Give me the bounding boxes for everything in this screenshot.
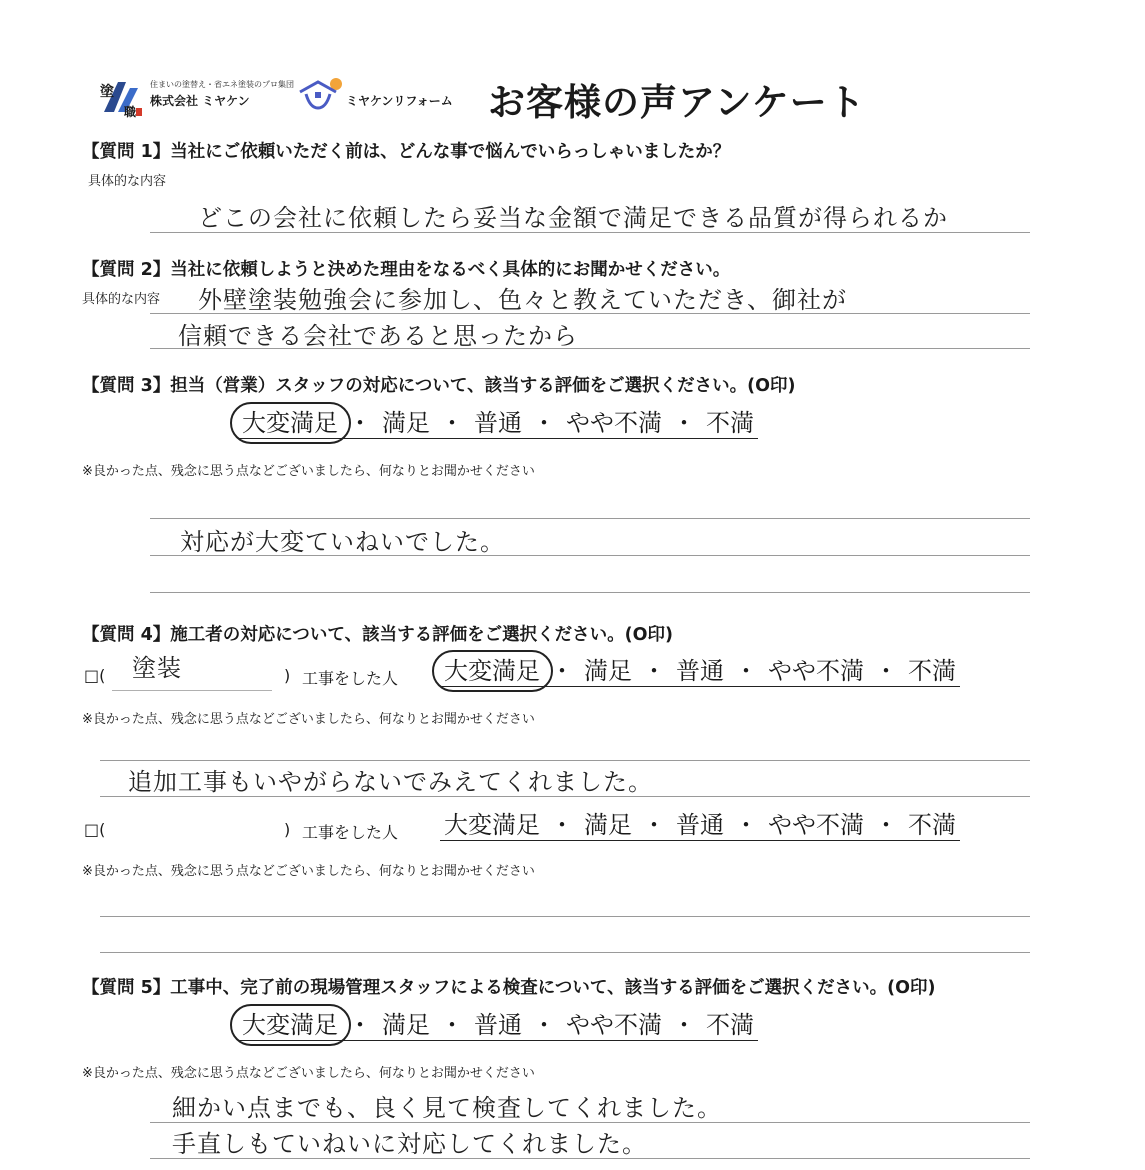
question-3-rating-scale <box>238 408 758 439</box>
rating-option[interactable]: やや不満 <box>764 656 868 687</box>
rating-separator: ・ <box>868 810 904 841</box>
rating-option[interactable]: やや不満 <box>562 1010 666 1041</box>
worker-1-comment-line <box>100 760 1030 761</box>
question-3-comment-label: ※良かった点、残念に思う点などございましたら、何なりとお聞かせください <box>82 464 535 479</box>
worker-1-comment: 追加工事もいやがらないでみえてくれました。 <box>128 768 653 796</box>
worker-2-checkbox-open[interactable]: □( <box>84 820 106 839</box>
question-4-label: 【質問 4】施工者の対応について、該当する評価をご選択ください。(O印) <box>82 625 673 645</box>
rating-separator: ・ <box>868 656 904 687</box>
question-3-comment-line <box>150 518 1030 519</box>
question-3-comment: 対応が大変ていねいでした。 <box>180 528 505 556</box>
rating-option[interactable]: 満足 <box>378 408 434 439</box>
question-1-answer: どこの会社に依頼したら妥当な金額で満足できる品質が得られるか <box>198 204 948 232</box>
rating-option[interactable]: 普通 <box>470 408 526 439</box>
question-5-comment-line-1: 細かい点までも、良く見て検査してくれました。 <box>172 1094 722 1122</box>
rating-option-selected[interactable]: 大変満足 <box>238 1010 342 1041</box>
rating-option-selected[interactable]: 大変満足 <box>238 408 342 439</box>
worker-2-checkbox-close: ) <box>284 820 291 839</box>
rating-separator: ・ <box>636 810 672 841</box>
rating-option[interactable]: 満足 <box>580 656 636 687</box>
rating-separator: ・ <box>666 408 702 439</box>
reform-logo-icon <box>296 78 346 110</box>
worker-1-comment-line <box>100 796 1030 797</box>
worker-1-checkbox-open[interactable]: □( <box>84 666 106 685</box>
rating-option[interactable]: 不満 <box>904 656 960 687</box>
worker-2-comment-label: ※良かった点、残念に思う点などございましたら、何なりとお聞かせください <box>82 864 535 879</box>
svg-text:職: 職 <box>124 105 137 119</box>
rating-option[interactable]: 満足 <box>378 1010 434 1041</box>
question-3-comment-line <box>150 555 1030 556</box>
rating-separator: ・ <box>666 1010 702 1041</box>
question-5-comment-label: ※良かった点、残念に思う点などございましたら、何なりとお聞かせください <box>82 1066 535 1081</box>
rating-option-selected[interactable]: 大変満足 <box>440 656 544 687</box>
rating-separator: ・ <box>544 810 580 841</box>
question-2-answer-line <box>150 348 1030 349</box>
question-2-answer-line-2: 信頼できる会社であると思ったから <box>178 322 578 350</box>
rating-separator: ・ <box>342 408 378 439</box>
worker-1-checkbox-close: ) <box>284 666 291 685</box>
rating-separator: ・ <box>728 656 764 687</box>
question-1-answer-line <box>150 232 1030 233</box>
svg-text:塗: 塗 <box>100 84 114 100</box>
company-logo-icon <box>96 74 146 120</box>
worker-1-trade-line <box>112 690 272 691</box>
rating-option[interactable]: 不満 <box>702 1010 758 1041</box>
question-1-label: 【質問 1】当社にご依頼いただく前は、どんな事で悩んでいらっしゃいましたか？ <box>82 142 731 162</box>
company-tagline: 住まいの塗替え・省エネ塗装のプロ集団 <box>150 80 294 89</box>
rating-separator: ・ <box>636 656 672 687</box>
rating-option[interactable]: 普通 <box>672 810 728 841</box>
question-5-comment-line <box>150 1158 1030 1159</box>
rating-option[interactable]: 普通 <box>470 1010 526 1041</box>
rating-separator: ・ <box>526 408 562 439</box>
question-3-label: 【質問 3】担当（営業）スタッフの対応について、該当する評価をご選択ください。(O印) <box>82 376 796 396</box>
worker-1-rating-scale <box>440 656 960 687</box>
rating-separator: ・ <box>342 1010 378 1041</box>
rating-separator: ・ <box>434 408 470 439</box>
rating-separator: ・ <box>728 810 764 841</box>
worker-2-suffix: 工事をした人 <box>302 823 399 842</box>
question-2-sublabel: 具体的な内容 <box>82 292 161 307</box>
question-3-comment-line <box>150 592 1030 593</box>
question-1-sublabel: 具体的な内容 <box>88 174 167 189</box>
worker-2-comment-line <box>100 952 1030 953</box>
worker-1-trade: 塗装 <box>132 654 182 682</box>
worker-1-suffix: 工事をした人 <box>302 669 399 688</box>
rating-option[interactable]: 普通 <box>672 656 728 687</box>
question-5-comment-line <box>150 1122 1030 1123</box>
question-5-rating-scale <box>238 1010 758 1041</box>
worker-2-comment-line <box>100 916 1030 917</box>
rating-option[interactable]: やや不満 <box>562 408 666 439</box>
rating-option[interactable]: 大変満足 <box>440 810 544 841</box>
page-title: お客様の声アンケート <box>488 81 866 124</box>
reform-name: ミヤケンリフォーム <box>346 94 453 108</box>
question-2-answer-line <box>150 313 1030 314</box>
company-name: 株式会社 ミヤケン <box>150 94 250 108</box>
rating-option[interactable]: やや不満 <box>764 810 868 841</box>
rating-option[interactable]: 不満 <box>904 810 960 841</box>
worker-2-rating-scale <box>440 810 960 841</box>
question-2-label: 【質問 2】当社に依頼しようと決めた理由をなるべく具体的にお聞かせください。 <box>82 260 731 280</box>
rating-separator: ・ <box>434 1010 470 1041</box>
rating-separator: ・ <box>526 1010 562 1041</box>
rating-option[interactable]: 満足 <box>580 810 636 841</box>
rating-separator: ・ <box>544 656 580 687</box>
question-2-answer-line-1: 外壁塗装勉強会に参加し、色々と教えていただき、御社が <box>198 286 848 314</box>
rating-option[interactable]: 不満 <box>702 408 758 439</box>
question-5-comment-line-2: 手直しもていねいに対応してくれました。 <box>172 1130 647 1158</box>
question-5-label: 【質問 5】工事中、完了前の現場管理スタッフによる検査について、該当する評価をご選択ください。(O印) <box>82 978 936 998</box>
worker-1-comment-label: ※良かった点、残念に思う点などございましたら、何なりとお聞かせください <box>82 712 535 727</box>
